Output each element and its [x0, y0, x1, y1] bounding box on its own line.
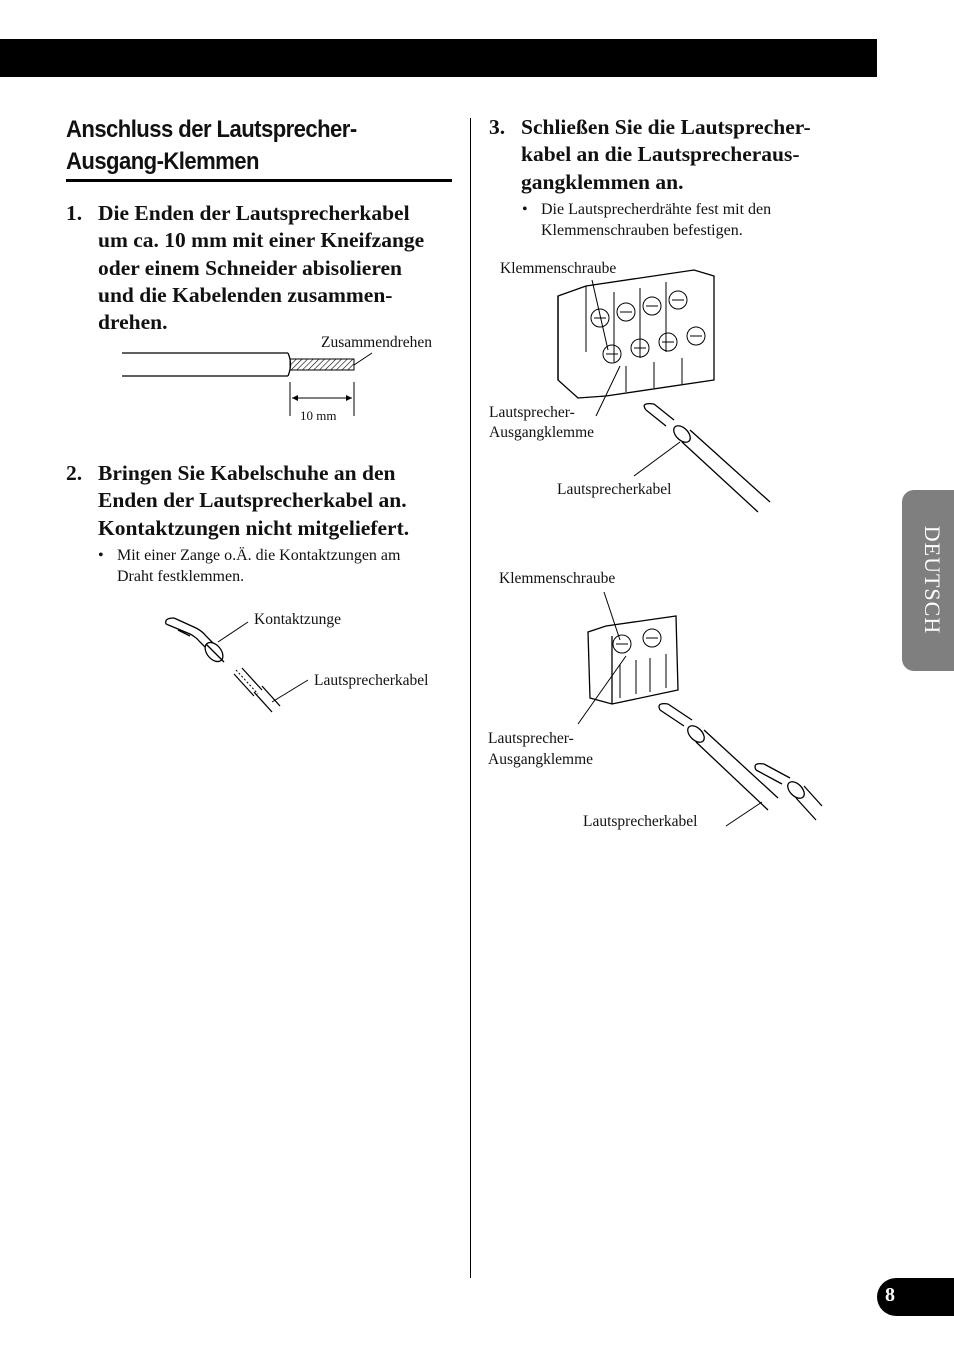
section-title	[66, 114, 421, 178]
step-text-line: oder einem Schneider abisolieren	[98, 255, 402, 280]
note-line: Die Lautsprecherdrähte fest mit den	[541, 201, 772, 218]
cable-label: Lautsprecherkabel	[583, 813, 698, 830]
terminal-label-line: Ausgangklemme	[488, 751, 594, 768]
step-text-line: Kontaktzungen nicht mitgeliefert.	[98, 515, 410, 540]
terminal-label-line: Lautsprecher-	[489, 404, 575, 421]
cable-label: Lautsprecherkabel	[314, 672, 429, 689]
twist-label: Zusammendrehen	[321, 334, 433, 351]
step-number: 1.	[66, 201, 83, 225]
language-tab	[902, 490, 954, 671]
cable-label: Lautsprecherkabel	[557, 481, 672, 498]
step-number: 2.	[66, 461, 83, 485]
step-text-line: Schließen Sie die Lautsprecher-	[521, 115, 811, 139]
page-number-badge	[877, 1278, 954, 1316]
screw-label: Klemmenschraube	[499, 570, 616, 587]
language-tab-label: DEUTSCH	[920, 525, 945, 635]
step-text-line: kabel an die Lautsprecheraus-	[521, 142, 800, 167]
page-number: 8	[885, 1284, 895, 1306]
step-text-line: drehen.	[98, 310, 168, 335]
title-underline	[66, 179, 452, 182]
note-line: Mit einer Zange o.Ä. die Kontaktzungen am	[117, 547, 401, 564]
note-line: Klemmenschrauben befestigen.	[541, 222, 743, 239]
bullet-dot: •	[522, 201, 528, 218]
step-text-line: und die Kabelenden zusammen-	[98, 282, 393, 307]
terminal-block-2way-figure	[486, 580, 836, 840]
step-text-line: Die Enden der Lautsprecherkabel	[98, 201, 410, 225]
section-title-line: Ausgang-Klemmen	[66, 148, 259, 175]
screw-label: Klemmenschraube	[500, 260, 617, 277]
step-text-line: Enden der Lautsprecherkabel an.	[98, 488, 407, 513]
lug-label: Kontaktzunge	[254, 611, 341, 628]
step-text-line: um ca. 10 mm mit einer Kneifzange	[98, 228, 425, 253]
section-title-line: Anschluss der Lautsprecher-	[66, 116, 357, 143]
column-divider	[470, 118, 471, 1278]
step-number: 3.	[489, 115, 506, 139]
terminal-label-line: Lautsprecher-	[488, 730, 574, 747]
step-text-line: gangklemmen an.	[521, 169, 684, 194]
length-label: 10 mm	[300, 408, 337, 423]
step-text-line: Bringen Sie Kabelschuhe an den	[98, 461, 396, 485]
note-line: Draht festklemmen.	[117, 568, 245, 585]
header-bar	[0, 39, 877, 77]
terminal-label-line: Ausgangklemme	[489, 424, 595, 441]
bullet-dot: •	[98, 547, 104, 564]
